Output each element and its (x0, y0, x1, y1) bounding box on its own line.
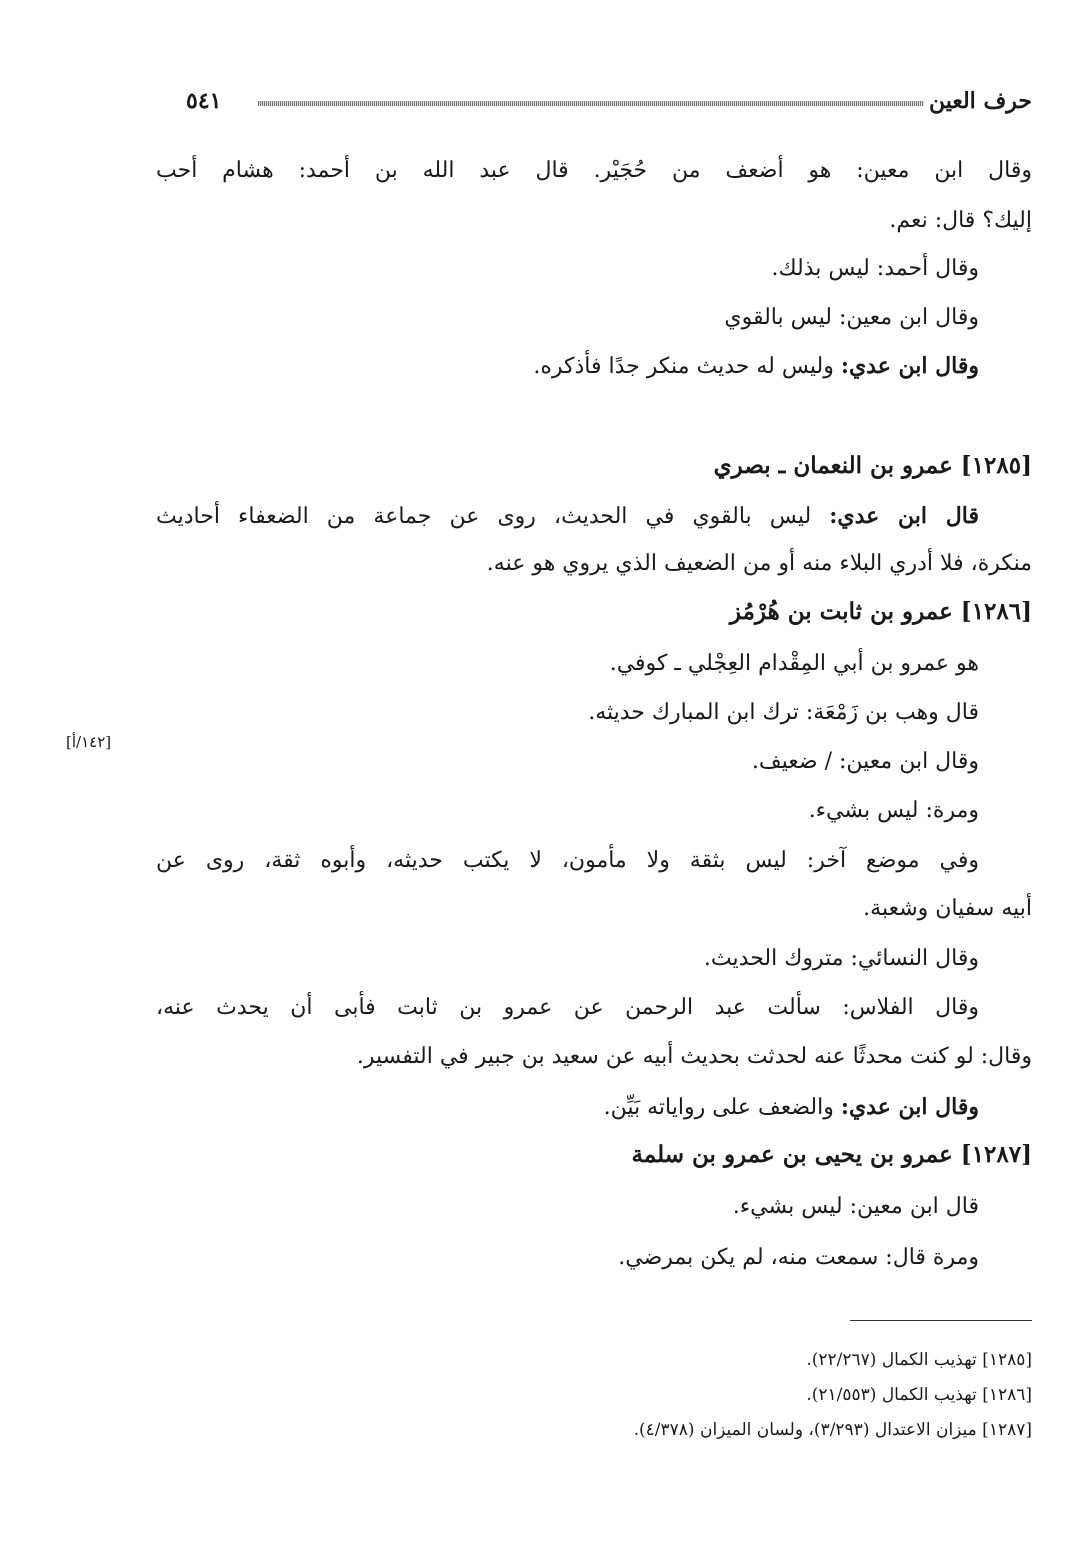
entry-heading-1287: [١٢٨٧] عمرو بن يحيى بن عمرو بن سلمة (631, 1141, 1032, 1168)
body-line: إليك؟ قال: نعم. (889, 208, 1032, 233)
body-line: ومرة: ليس بشيء. (808, 798, 979, 823)
speaker-label: وقال ابن عدي: (840, 353, 979, 379)
running-header (0, 86, 1084, 122)
manuscript-folio-note: [١٤٢/أ] (66, 733, 112, 751)
quote-text: والضعف على رواياته بَيِّن. (603, 1095, 841, 1120)
body-line: ومرة قال: سمعت منه، لم يكن بمرضي. (618, 1245, 979, 1270)
body-line: وقال ابن معين: هو أضعف من حُجَيْر. قال عبد الله بن أحمد: هشام أحب (156, 158, 1032, 183)
body-line: قال وهب بن زَمْعَة: ترك ابن المبارك حديثه. (588, 700, 979, 725)
body-line (156, 501, 979, 532)
quote-text: ليس بالقوي في الحديث، روى عن جماعة من الضعفاء أحاديث (156, 504, 830, 529)
body-line: وقال: لو كنت محدثًا عنه لحدثت بحديث أبيه عن سعيد بن جبير في التفسير. (356, 1044, 1032, 1069)
body-line: وقال أحمد: ليس بذلك. (771, 256, 979, 281)
chapter-title: حرف العين (928, 88, 1032, 114)
speaker-label: قال ابن عدي: (829, 503, 979, 529)
quote-text: وليس له حديث منكر جدًا فأذكره. (533, 354, 841, 379)
body-line: هو عمرو بن أبي المِقْدام العِجْلي ـ كوفي. (609, 651, 979, 676)
body-line: وفي موضع آخر: ليس بثقة ولا مأمون، لا يكتب حديثه، وأبوه ثقة، روى عن (156, 848, 979, 873)
body-line (533, 351, 979, 382)
entry-heading-1286: [١٢٨٦] عمرو بن ثابت بن هُرْمُز (729, 598, 1032, 625)
entry-heading-1285: [١٢٨٥] عمرو بن النعمان ـ بصري (713, 452, 1032, 479)
footnote: [١٢٨٧] ميزان الاعتدال (٣/٢٩٣)، ولسان الميزان (٤/٣٧٨). (633, 1420, 1032, 1440)
body-line: وقال الفلاس: سألت عبد الرحمن عن عمرو بن ثابت فأبى أن يحدث عنه، (156, 995, 979, 1020)
header-rule (258, 101, 924, 106)
footnote-divider (850, 1320, 1032, 1321)
body-line: وقال ابن معين: / ضعيف. (751, 749, 979, 774)
footnote: [١٢٨٦] تهذيب الكمال (٢١/٥٥٣). (806, 1385, 1032, 1405)
page-number: ٥٤١ (186, 88, 222, 114)
speaker-label: وقال ابن عدي: (840, 1094, 979, 1120)
body-line: منكرة، فلا أدري البلاء منه أو من الضعيف الذي يروي هو عنه. (486, 551, 1032, 576)
body-line (604, 1092, 979, 1123)
body-line: أبيه سفيان وشعبة. (863, 896, 1032, 921)
body-line: قال ابن معين: ليس بشيء. (732, 1194, 979, 1219)
footnote: [١٢٨٥] تهذيب الكمال (٢٢/٢٦٧). (806, 1350, 1032, 1370)
body-line: وقال النسائي: متروك الحديث. (703, 946, 979, 971)
body-line: وقال ابن معين: ليس بالقوي (724, 305, 979, 330)
